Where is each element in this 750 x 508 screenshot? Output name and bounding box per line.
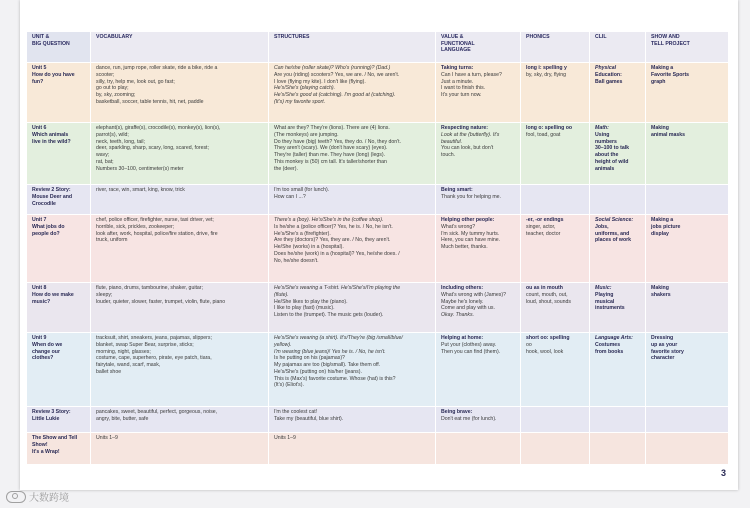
cell-line: ballet shoe xyxy=(96,368,122,375)
cell-structures xyxy=(269,215,436,283)
cell-unit xyxy=(27,333,91,407)
cell-unit xyxy=(27,185,91,215)
cell-line: Respecting nature: xyxy=(441,125,488,131)
cell-line: the (deer). xyxy=(274,165,298,172)
cell-line: How do we make xyxy=(32,291,74,298)
cell-clil xyxy=(590,407,646,433)
cell-line: What are they? They're (lions). There are (4) lions. xyxy=(274,125,390,131)
cell-line: Is he/she a (police officer)? Yes, he is. / No, he isn't. xyxy=(274,223,393,230)
column-header-value xyxy=(436,32,521,63)
cell-line: Making a xyxy=(651,65,674,71)
cell-line: beautiful. xyxy=(441,138,463,145)
cell-phonics xyxy=(521,407,590,433)
cell-line: by, sky, dry, flying xyxy=(526,71,567,78)
cell-line: long o: spelling oo xyxy=(526,125,573,131)
cell-line: -er, -or endings xyxy=(526,217,564,223)
cell-line: rat, bat; xyxy=(96,158,114,165)
cell-line: count, mouth, out, xyxy=(526,291,568,298)
cell-show xyxy=(646,185,729,215)
cell-line: Come and play with us. xyxy=(441,305,495,312)
cell-line: from books xyxy=(595,348,624,355)
cell-structures xyxy=(269,407,436,433)
cell-line: Favorite Sports xyxy=(651,71,690,78)
cell-line: (It's) my favorite sport. xyxy=(274,98,326,105)
cell-line: loud, shout, sounds xyxy=(526,298,571,305)
cell-line: wavy; xyxy=(96,152,110,158)
cell-line: Is he putting on his (pajamas)? xyxy=(274,355,345,362)
cell-line: short oo: spelling xyxy=(526,335,570,341)
cell-line: clothes? xyxy=(32,355,54,362)
cell-line: truck, uniform xyxy=(96,237,128,244)
cell-line: When do we xyxy=(32,341,63,348)
cell-vocabulary xyxy=(91,407,269,433)
cell-line: graph xyxy=(651,78,666,85)
cell-line: I like to play (fast) (music). xyxy=(274,305,335,312)
cell-line: costume, cape, superhero, pirate, eye patch, tiara, xyxy=(96,355,212,362)
cell-line: yellow). xyxy=(274,341,292,348)
watermark xyxy=(6,489,69,504)
cell-line: Taking turns: xyxy=(441,65,474,71)
cell-line: Language Arts: xyxy=(595,335,633,341)
cell-line: Unit 8 xyxy=(32,285,47,291)
cell-value xyxy=(436,283,521,333)
cell-line: Does he/she (work) in a (hospital)? Yes, he/she does. / xyxy=(274,250,400,257)
table-row xyxy=(27,215,729,283)
table-row xyxy=(27,185,729,215)
cell-line: He's/She's good at (catching). I'm good at (catching). xyxy=(274,92,396,98)
cell-line: numbers xyxy=(595,138,617,145)
cell-line: Unit 9 xyxy=(32,335,47,341)
cell-line: Are they (doctors)? Yes, they are. / No, they aren't. xyxy=(274,237,391,244)
cell-line: Crocodile xyxy=(32,200,56,207)
table-row xyxy=(27,433,729,465)
cell-line: favorite story xyxy=(651,348,684,355)
cell-line: Okay. Thanks. xyxy=(441,312,475,318)
cell-unit xyxy=(27,433,91,465)
cell-structures xyxy=(269,283,436,333)
cell-line: Don't eat me (for lunch). xyxy=(441,415,497,422)
cell-value xyxy=(436,63,521,123)
cell-structures xyxy=(269,433,436,465)
cell-line: jobs picture xyxy=(651,223,681,230)
cell-line: dance, run, jump rope, roller skate, ride a bike, ride a xyxy=(96,65,218,71)
cell-line: Making xyxy=(651,285,669,291)
cell-phonics xyxy=(521,215,590,283)
cell-line: He's/She's (playing catch). xyxy=(274,85,336,92)
cell-line: What jobs do xyxy=(32,223,65,230)
cell-line: Making xyxy=(651,125,669,131)
column-header-line: VOCABULARY xyxy=(96,34,133,40)
cell-line: change our xyxy=(32,348,60,355)
cell-value xyxy=(436,215,521,283)
cell-line: Ball games xyxy=(595,78,623,85)
cell-phonics xyxy=(521,123,590,185)
cell-line: fool, toad, goat xyxy=(526,131,561,138)
cell-line: Here, you can have mine. xyxy=(441,237,501,244)
table-row xyxy=(27,333,729,407)
cell-line: Units 1–9 xyxy=(96,435,118,441)
cell-line: up as your xyxy=(651,341,678,348)
cell-phonics xyxy=(521,185,590,215)
cell-line: Review 3 Story: xyxy=(32,409,71,415)
cell-unit xyxy=(27,283,91,333)
cell-clil xyxy=(590,215,646,283)
cell-value xyxy=(436,333,521,407)
column-header-structures xyxy=(269,32,436,63)
cell-line: He's/She's (putting on) his/her (jeans). xyxy=(274,368,362,375)
cell-line: people do? xyxy=(32,230,60,237)
cell-line: Education: xyxy=(595,71,622,78)
cell-line: fairytale, wand, scarf, mask, xyxy=(96,362,161,368)
cell-line: What's wrong? xyxy=(441,223,476,230)
cell-line: No, he/she doesn't. xyxy=(274,257,319,264)
scope-sequence-table xyxy=(27,32,729,465)
cell-line: Show! xyxy=(32,441,48,448)
column-header-unit xyxy=(27,32,91,63)
column-header-line: VALUE & xyxy=(441,34,464,40)
cell-line: uniforms, and xyxy=(595,230,630,237)
table-row xyxy=(27,123,729,185)
cell-show xyxy=(646,283,729,333)
cell-line: horrible, sick, prickles, zookeeper; xyxy=(96,223,175,230)
cell-unit xyxy=(27,123,91,185)
cell-line: touch. xyxy=(441,152,456,158)
cell-line: live in the wild? xyxy=(32,138,71,145)
cell-value xyxy=(436,123,521,185)
cell-show xyxy=(646,63,729,123)
cell-line: oo xyxy=(526,341,532,348)
cell-line: animals xyxy=(595,165,615,172)
cell-line: Then you can find (them). xyxy=(441,348,501,355)
cell-vocabulary xyxy=(91,333,269,407)
cell-line: I'm too small (for lunch). xyxy=(274,187,330,193)
cell-line: musical xyxy=(595,298,615,305)
cell-line: How can I ...? xyxy=(274,193,306,200)
cell-line: Math: xyxy=(595,125,609,131)
cell-line: scooter; xyxy=(96,71,115,78)
cell-line: angry, bite, butter, safe xyxy=(96,415,149,422)
cell-unit xyxy=(27,63,91,123)
cell-structures xyxy=(269,63,436,123)
cell-unit xyxy=(27,407,91,433)
column-header-vocabulary xyxy=(91,32,269,63)
column-header-line: STRUCTURES xyxy=(274,34,310,40)
column-header-phonics xyxy=(521,32,590,63)
column-header-line: PHONICS xyxy=(526,34,550,40)
watermark-text: 大数跨境 xyxy=(29,493,69,504)
cell-line: Look at the (butterfly). It's xyxy=(441,131,500,138)
cell-clil xyxy=(590,185,646,215)
cell-phonics xyxy=(521,333,590,407)
cell-line: Unit 7 xyxy=(32,217,47,223)
cell-clil xyxy=(590,63,646,123)
cell-line: Social Science: xyxy=(595,217,634,223)
cell-line: This monkey is (50) cm tall. It's taller/shorter than xyxy=(274,158,387,165)
cell-line: louder, quieter, slower, faster, trumpet, violin, flute, piano xyxy=(96,298,226,305)
cell-line: Listen to the (trumpet). The music gets (louder). xyxy=(274,312,384,318)
cell-line: Jobs, xyxy=(595,223,609,230)
column-header-line: FUNCTIONAL xyxy=(441,40,475,47)
cell-line: Helping at home: xyxy=(441,335,484,341)
cell-line: neck, teeth, long, tail; xyxy=(96,138,146,145)
cell-line: tracksuit, shirt, sneakers, jeans, pajamas, slippers; xyxy=(96,335,212,341)
column-header-line: UNIT & xyxy=(32,34,50,40)
cell-line: river, race, win, smart, king, know, trick xyxy=(96,187,185,193)
cell-line: Are you (riding) scooters? Yes, we are. / No, we aren't. xyxy=(274,71,400,78)
cell-show xyxy=(646,333,729,407)
cell-line: (flute). xyxy=(274,291,289,298)
cell-line: display xyxy=(651,230,669,237)
cell-vocabulary xyxy=(91,283,269,333)
cell-line: Dressing xyxy=(651,335,674,341)
cell-line: places of work xyxy=(595,237,632,244)
cell-line: about the xyxy=(595,152,619,158)
cell-line: (It's) (Eliot's). xyxy=(274,382,304,389)
cell-line: long i: spelling y xyxy=(526,65,567,71)
cell-line: Maybe he's lonely. xyxy=(441,298,484,305)
cell-clil xyxy=(590,283,646,333)
cell-line: There's a (boy). He's/She's in the (coffee shop). xyxy=(274,217,384,223)
table-row xyxy=(27,63,729,123)
column-header-line: TELL PROJECT xyxy=(651,40,690,47)
cell-line: Little Lukie xyxy=(32,415,60,422)
cell-vocabulary xyxy=(91,63,269,123)
cell-show xyxy=(646,407,729,433)
cell-line: Thank you for helping me. xyxy=(441,193,501,200)
cell-line: elephant(s), giraffe(s), crocodile(s), monkey(s), lion(s), xyxy=(96,125,221,131)
cell-line: The Show and Tell xyxy=(32,435,78,441)
cell-line: I want to finish this. xyxy=(441,85,486,92)
cell-line: flute, piano, drums, tambourine, shaker, guitar; xyxy=(96,285,203,291)
cell-line: animal masks xyxy=(651,131,686,138)
cell-phonics xyxy=(521,283,590,333)
cell-value xyxy=(436,433,521,465)
table-header-row xyxy=(27,32,729,63)
cell-unit xyxy=(27,215,91,283)
cell-line: Much better, thanks. xyxy=(441,244,488,250)
cell-line: It's a Wrap! xyxy=(32,448,60,455)
cell-line: You can look, but don't xyxy=(441,145,494,152)
cell-line: I'm wearing (blue jeans)! Yes he is. / No, he isn't. xyxy=(274,348,386,355)
column-header-line: BIG QUESTION xyxy=(32,40,70,47)
column-header-show xyxy=(646,32,729,63)
cell-structures xyxy=(269,185,436,215)
watermark-logo-icon xyxy=(6,491,26,503)
cell-line: chef, police officer, firefighter, nurse, taxi driver, vet; xyxy=(96,217,214,223)
cell-line: character xyxy=(651,355,675,362)
cell-line: Can I have a turn, please? xyxy=(441,71,502,78)
cell-line: Take my (beautiful, blue shirt). xyxy=(274,415,344,422)
cell-clil xyxy=(590,433,646,465)
column-header-line: LANGUAGE xyxy=(441,47,471,54)
cell-line: Units 1–9 xyxy=(274,435,296,441)
cell-show xyxy=(646,123,729,185)
cell-line: Costumes xyxy=(595,341,621,348)
cell-line: fun? xyxy=(32,78,44,85)
cell-line: Making a xyxy=(651,217,674,223)
table-body xyxy=(27,63,729,465)
cell-line: He/She likes to play the (piano). xyxy=(274,298,348,305)
cell-line: Including others: xyxy=(441,285,484,291)
cell-vocabulary xyxy=(91,215,269,283)
table-row xyxy=(27,283,729,333)
cell-line: Put your (clothes) away. xyxy=(441,341,497,348)
cell-line: He's/She's wearing (a shirt). It's/They're (big /small/blue/ xyxy=(274,335,403,341)
cell-line: singer, actor, xyxy=(526,223,556,230)
cell-line: It's your turn now. xyxy=(441,92,482,98)
cell-line: parrot(s), wild; xyxy=(96,131,129,138)
cell-value xyxy=(436,185,521,215)
cell-line: They aren't (scary). We (don't have scary) (eyes). xyxy=(274,145,388,152)
cell-phonics xyxy=(521,63,590,123)
cell-line: Which animals xyxy=(32,131,69,138)
cell-line: pancakes, sweet, beautiful, perfect, gorgeous, noise, xyxy=(96,409,218,415)
cell-line: ou as in mouth xyxy=(526,285,563,291)
cell-line: height of wild xyxy=(595,158,629,165)
cell-line: basketball, soccer, table tennis, hit, net, paddle xyxy=(96,98,204,105)
cell-line: teacher, doctor xyxy=(526,230,561,237)
cell-line: Physical xyxy=(595,65,617,71)
cell-line: My pajamas are too (big/small). Take them off. xyxy=(274,362,381,368)
cell-line: Being brave: xyxy=(441,409,473,415)
cell-line: instruments xyxy=(595,305,625,312)
cell-show xyxy=(646,215,729,283)
column-header-clil xyxy=(590,32,646,63)
cell-line: deer, sparkling, sharp, scary, long, scared, forest; xyxy=(96,145,209,152)
cell-line: (The monkeys) are jumping. xyxy=(274,131,339,138)
cell-line: blanket, swap Super Bear, surprise, sticks; xyxy=(96,341,194,348)
cell-line: go out to play; xyxy=(96,85,129,92)
column-header-line: CLIL xyxy=(595,34,607,40)
cell-line: hook, wool, look xyxy=(526,348,564,355)
cell-structures xyxy=(269,123,436,185)
cell-vocabulary xyxy=(91,123,269,185)
cell-line: music? xyxy=(32,298,51,305)
cell-line: shakers xyxy=(651,291,671,298)
cell-line: This is (Max's) favorite costume. Whose (hat) is this? xyxy=(274,375,396,382)
cell-line: Review 2 Story: xyxy=(32,187,71,193)
cell-line: sleepy; xyxy=(96,291,113,298)
cell-line: He/She (works) in a (hospital). xyxy=(274,244,344,250)
cell-line: Numbers 30–100, centimeter(s) meter xyxy=(96,165,184,172)
cell-clil xyxy=(590,123,646,185)
cell-value xyxy=(436,407,521,433)
cell-line: Do they have (big) teeth? Yes, they do. / No, they don't. xyxy=(274,138,402,145)
scope-and-sequence-page xyxy=(20,0,738,490)
cell-line: Music: xyxy=(595,285,612,291)
cell-line: look after, work, hospital, police/fire station, drive, fire xyxy=(96,230,218,237)
cell-line: I'm sick. My tummy hurts. xyxy=(441,230,500,237)
cell-phonics xyxy=(521,433,590,465)
cell-line: Mouse Deer and xyxy=(32,193,73,200)
cell-clil xyxy=(590,333,646,407)
cell-vocabulary xyxy=(91,433,269,465)
cell-line: Unit 5 xyxy=(32,65,47,71)
cell-line: Unit 6 xyxy=(32,125,47,131)
cell-line: 30–100 to talk xyxy=(595,145,630,152)
cell-line: What's wrong with (James)? xyxy=(441,291,506,298)
cell-line: Helping other people: xyxy=(441,217,495,223)
cell-line: They're (taller) than me. They have (long) (legs). xyxy=(274,152,386,158)
cell-line: Just a minute. xyxy=(441,78,474,85)
table-row xyxy=(27,407,729,433)
cell-line: How do you have xyxy=(32,71,75,78)
cell-show xyxy=(646,433,729,465)
cell-line: Being smart: xyxy=(441,187,473,193)
cell-line: Using xyxy=(595,131,610,138)
cell-line: silly, try, help me, look out, go fast; xyxy=(96,78,175,85)
cell-line: Can he/she (roller skate)? Who's (running)? (Dad.) xyxy=(274,65,391,71)
page-number: 3 xyxy=(720,468,726,478)
cell-line: Playing xyxy=(595,291,614,298)
cell-vocabulary xyxy=(91,185,269,215)
cell-structures xyxy=(269,333,436,407)
cell-line: by, sky, zooming; xyxy=(96,92,136,98)
cell-line: I love (flying my kite). I don't like (flying). xyxy=(274,78,366,85)
cell-line: He's/She's wearing a T-shirt. He's/She's/I'm playing the xyxy=(274,285,401,291)
cell-line: I'm the coolest cat! xyxy=(274,409,318,415)
column-header-line: SHOW AND xyxy=(651,34,680,40)
cell-line: He's/She's a (firefighter). xyxy=(274,230,331,237)
cell-line: morning, night, glasses; xyxy=(96,348,151,355)
